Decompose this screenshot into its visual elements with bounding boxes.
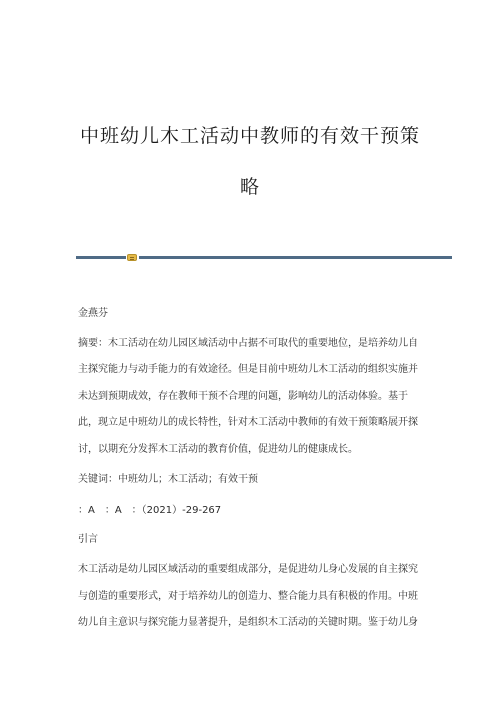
author: 金燕芬 [78, 308, 108, 319]
divider-bar-left [76, 256, 126, 259]
abstract-line: 未达到预期成效，存在教师干预不合理的问题，影响幼儿的活动体验。基于 [78, 391, 408, 402]
keywords: 关键词：中班幼儿；木工活动；有效干预 [78, 474, 258, 485]
abstract-line: 主探究能力与动手能力的有效途径。但是目前中班幼儿木工活动的组织实施并 [78, 364, 418, 375]
intro-line: 幼儿自主意识与探究能力显著提升，是组织木工活动的关键时期。鉴于幼儿身 [78, 617, 418, 628]
divider-bar-right [139, 256, 452, 259]
intro-line: 木工活动是幼儿园区域活动的重要组成部分，是促进幼儿身心发展的自主探究 [78, 564, 418, 575]
abstract-line: 此，现立足中班幼儿的成长特性，针对木工活动中教师的有效干预策略展开探 [78, 417, 418, 428]
document-title-line-1: 中班幼儿木工活动中教师的有效干预策 [79, 125, 420, 147]
abstract-line: 讨，以期充分发挥木工活动的教育价值，促进幼儿的健康成长。 [78, 444, 358, 455]
section-heading: 引言 [78, 534, 98, 545]
book-icon [127, 254, 137, 261]
intro-line: 与创造的重要形式，对于培养幼儿的创造力、整合能力具有积极的作用。中班 [78, 591, 418, 602]
classification-line: ：A ：A ：（2021）-29-267 [78, 505, 222, 516]
abstract-line: 摘要：木工活动在幼儿园区域活动中占据不可取代的重要地位，是培养幼儿自 [78, 338, 418, 349]
title-divider [76, 254, 452, 260]
document-title-line-2: 略 [239, 176, 260, 198]
